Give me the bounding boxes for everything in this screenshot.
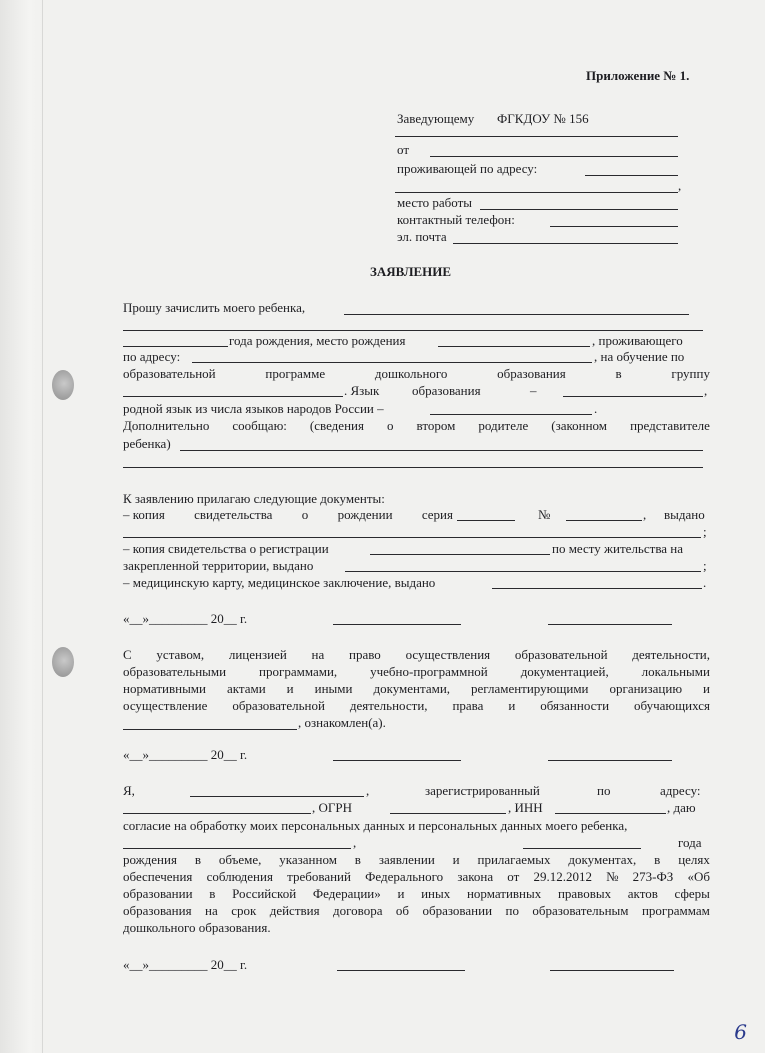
consent-line-7: образовании в Российской Федерации» и иных нормативных правовых актов сферы (123, 886, 710, 901)
address-comma: , (678, 178, 682, 193)
consent-line-4a: , (353, 835, 357, 850)
number-sign: № (538, 507, 551, 522)
work-field[interactable] (480, 209, 678, 210)
certificate-issued-field[interactable] (123, 537, 701, 538)
body-line-6a: родной язык из числа языков народов России – (123, 401, 384, 416)
body-line-2a: года рождения, место рождения (229, 333, 406, 348)
signature-name-field[interactable] (550, 970, 674, 971)
email-label: эл. почта (397, 229, 447, 244)
docs-line-2a: – копия свидетельства о регистрации (123, 541, 329, 556)
punch-hole (52, 647, 74, 677)
signature-field[interactable] (337, 970, 465, 971)
body-line-8: ребенка) (123, 436, 171, 451)
child-name-field-2[interactable] (123, 330, 703, 331)
date-field[interactable]: «__»_________ 20__ г. (123, 747, 248, 762)
appendix-label: Приложение № 1. (586, 68, 690, 83)
docs-intro: К заявлению прилагаю следующие документы: (123, 491, 385, 506)
signature-field[interactable] (333, 624, 461, 625)
consent-line-2c: , даю (667, 800, 696, 815)
consent-line-2a: , ОГРН (312, 800, 353, 815)
education-language-field[interactable] (563, 396, 703, 397)
consent-line-1b: , (366, 783, 370, 798)
consent-line-8: образования на срок действия договора об образовании по образовательным программам (123, 903, 710, 918)
ack-line-3: нормативными актами и иными документами, регламентирующими организацию и (123, 681, 710, 696)
body-line-5c: – (530, 383, 537, 398)
docs-line-1: – копия свидетельства о рождении серия (123, 507, 453, 522)
consent-line-1a: Я, (123, 783, 135, 798)
ack-line-5: , ознакомлен(а). (298, 715, 386, 730)
semicolon: ; (703, 558, 707, 573)
certificate-number-field[interactable] (566, 520, 642, 521)
punch-hole (52, 370, 74, 400)
body-line-3b: , на обучение по (594, 349, 685, 364)
docs-line-2b: по месту жительства на (552, 541, 684, 556)
consent-name-field[interactable] (190, 796, 364, 797)
second-parent-field[interactable] (180, 450, 703, 451)
consent-line-4b: года (678, 835, 702, 850)
docs-line-3: закрепленной территории, выдано (123, 558, 314, 573)
body-line-3a: по адресу: (123, 349, 181, 364)
address-field[interactable] (585, 175, 678, 176)
date-field[interactable]: «__»_________ 20__ г. (123, 957, 248, 972)
from-field[interactable] (430, 156, 678, 157)
address-label: проживающей по адресу: (397, 161, 538, 176)
registration-field[interactable] (370, 554, 550, 555)
consent-birth-year-field[interactable] (523, 848, 641, 849)
child-name-field[interactable] (344, 314, 689, 315)
issued-label: выдано (664, 507, 705, 522)
group-field[interactable] (123, 396, 343, 397)
body-line-5d: , (704, 383, 708, 398)
to-head-label: Заведующему (397, 111, 475, 126)
comma: , (643, 507, 647, 522)
page-number: 6 (734, 1020, 747, 1044)
docs-line-4: – медицинскую карту, медицинское заключение, выдано (123, 575, 436, 590)
ogrn-field[interactable] (390, 813, 506, 814)
body-line-5b: образования (412, 383, 481, 398)
certificate-series-field[interactable] (457, 520, 515, 521)
consent-line-6: обеспечения соблюдения требований Федерального закона от 29.12.2012 № 273-ФЗ «Об (123, 869, 710, 884)
phone-label: контактный телефон: (397, 212, 515, 227)
addressee-line[interactable] (395, 136, 678, 137)
second-parent-field-2[interactable] (123, 467, 703, 468)
signature-name-field[interactable] (548, 760, 672, 761)
fold-line (42, 0, 43, 1053)
inn-field[interactable] (555, 813, 666, 814)
binding-edge (0, 0, 42, 1053)
consent-line-9: дошкольного образования. (123, 920, 271, 935)
period: . (703, 575, 707, 590)
registration-issued-field[interactable] (345, 571, 701, 572)
signature-name-field[interactable] (548, 624, 672, 625)
ack-name-field[interactable] (123, 729, 297, 730)
ack-line-1: С уставом, лицензией на право осуществления образовательной деятельности, (123, 647, 710, 662)
native-language-field[interactable] (430, 414, 592, 415)
phone-field[interactable] (550, 226, 678, 227)
signature-field[interactable] (333, 760, 461, 761)
residence-field[interactable] (192, 362, 592, 363)
consent-line-1d: по (597, 783, 611, 798)
body-line-5a: . Язык (344, 383, 380, 398)
consent-line-5: рождения в объеме, указанном в заявлении и прилагаемых документах, в целях (123, 852, 710, 867)
body-line-1: Прошу зачислить моего ребенка, (123, 300, 306, 315)
work-label: место работы (397, 195, 472, 210)
body-line-4: образовательной программе дошкольного образования в группу (123, 366, 710, 381)
from-label: от (397, 142, 410, 157)
medical-issued-field[interactable] (492, 588, 702, 589)
consent-address-field[interactable] (123, 813, 311, 814)
birth-date-field[interactable] (123, 346, 228, 347)
birth-place-field[interactable] (438, 346, 590, 347)
org-name: ФГКДОУ № 156 (497, 111, 589, 126)
address-field-2[interactable] (395, 192, 678, 193)
email-field[interactable] (453, 243, 678, 244)
body-line-7: Дополнительно сообщаю: (сведения о втором родителе (законном представителе (123, 418, 710, 433)
ack-line-4: осуществление образовательной деятельности, права и обязанности обучающихся (123, 698, 710, 713)
body-line-2b: , проживающего (592, 333, 683, 348)
date-field[interactable]: «__»_________ 20__ г. (123, 611, 248, 626)
consent-line-3: согласие на обработку моих персональных данных и персональных данных моего ребенка, (123, 818, 628, 833)
document-title: ЗАЯВЛЕНИЕ (370, 264, 452, 279)
consent-line-2b: , ИНН (508, 800, 543, 815)
consent-line-1c: зарегистрированный (425, 783, 540, 798)
consent-child-field[interactable] (123, 848, 351, 849)
ack-line-2: образовательными программами, учебно-программной документацией, локальными (123, 664, 710, 679)
body-line-6b: . (594, 401, 598, 416)
consent-line-1e: адресу: (660, 783, 701, 798)
semicolon: ; (703, 524, 707, 539)
